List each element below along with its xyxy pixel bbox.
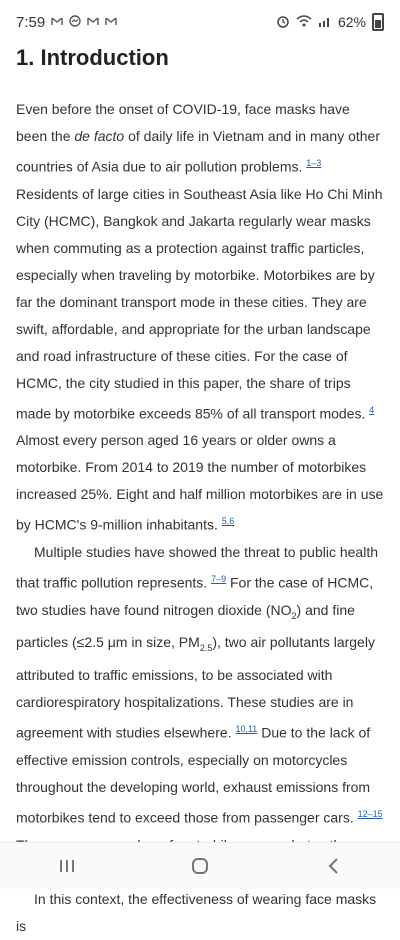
citation-link[interactable]: 12–15	[357, 808, 383, 819]
paragraph-3: In this context, the effectiveness of wearing face masks is	[16, 890, 377, 934]
wifi-icon	[296, 14, 312, 30]
mail-icon	[105, 15, 117, 29]
p1-italic: de facto	[74, 128, 125, 144]
paragraph-2	[16, 539, 384, 886]
status-right	[276, 13, 384, 31]
citation-link[interactable]: 7–9	[211, 573, 227, 584]
p1-text-a: Even before the onset of COVID-19, face masks have been the	[16, 101, 350, 144]
navigation-bar	[0, 842, 400, 889]
back-icon[interactable]	[313, 851, 353, 881]
p1-text-c: of daily life in Vietnam and in many other countries of Asia due to air pollution problems.	[16, 128, 380, 175]
status-bar	[0, 0, 400, 44]
mail-icon	[51, 15, 63, 29]
home-icon[interactable]	[180, 851, 220, 881]
citation-link[interactable]: 10,11	[235, 724, 258, 735]
p1-text-e: Almost every person aged 16 years or older owns a motorbike. From 2014 to 2019 the number of motorbikes increased 25%. Eight and half million motorbikes are in use by HCMC's 9-million inhabitants.	[16, 432, 384, 533]
no2-subscript: 2	[291, 610, 297, 621]
mail-icon	[87, 15, 99, 29]
status-left	[16, 14, 117, 31]
article-content	[16, 44, 384, 940]
battery-icon	[372, 13, 384, 31]
signal-icon	[318, 14, 332, 30]
alarm-icon	[276, 14, 290, 31]
recents-icon[interactable]	[47, 851, 87, 881]
citation-link[interactable]: 4	[369, 404, 375, 415]
citation-link[interactable]: 5,6	[221, 516, 235, 527]
p2-text-d: ), two air pollutants largely attributed to traffic emissions, to be associated with cardiorespiratory hospitalizations. These studies are in agreement with studies elsewhere.	[16, 634, 375, 741]
p2-text-c: ) and fine particles (≤2.5 μm in size, PM	[16, 601, 355, 651]
p1-text-d: Residents of large cities in Southeast Asia like Ho Chi Minh City (HCMC), Bangkok and Jakarta regularly wear masks when commuting as a protection against traffic particles, especially when traveling by motorbike. Motorbikes are by far the dominant transport mode in these cities. They are swift, affordable, and appropriate for the urban landscape and road infrastructure of these cities. For the case of HCMC, the city studied in this paper, the share of trips made by motorbike exceeds 85% of all transport modes.	[16, 185, 383, 422]
battery-percent: 62%	[337, 14, 366, 30]
section-heading: 1. Introduction	[16, 45, 169, 70]
paragraph-1	[16, 96, 384, 539]
p2-text-e: Due to the lack of effective emission controls, especially on motorcycles throughout the developing world, exhaust emissions from motorbikes tend to exceed those from passenger cars.	[16, 724, 371, 826]
p2-text-b: For the case of HCMC, two studies have found nitrogen dioxide (NO	[16, 574, 374, 618]
pm25-subscript: 2.5	[199, 643, 213, 654]
status-time: 7:59	[16, 13, 46, 31]
messenger-icon	[69, 15, 81, 30]
citation-link[interactable]: 1–3	[306, 158, 322, 168]
p2-text-a: Multiple studies have showed the threat to public health that traffic pollution represents.	[16, 543, 378, 591]
